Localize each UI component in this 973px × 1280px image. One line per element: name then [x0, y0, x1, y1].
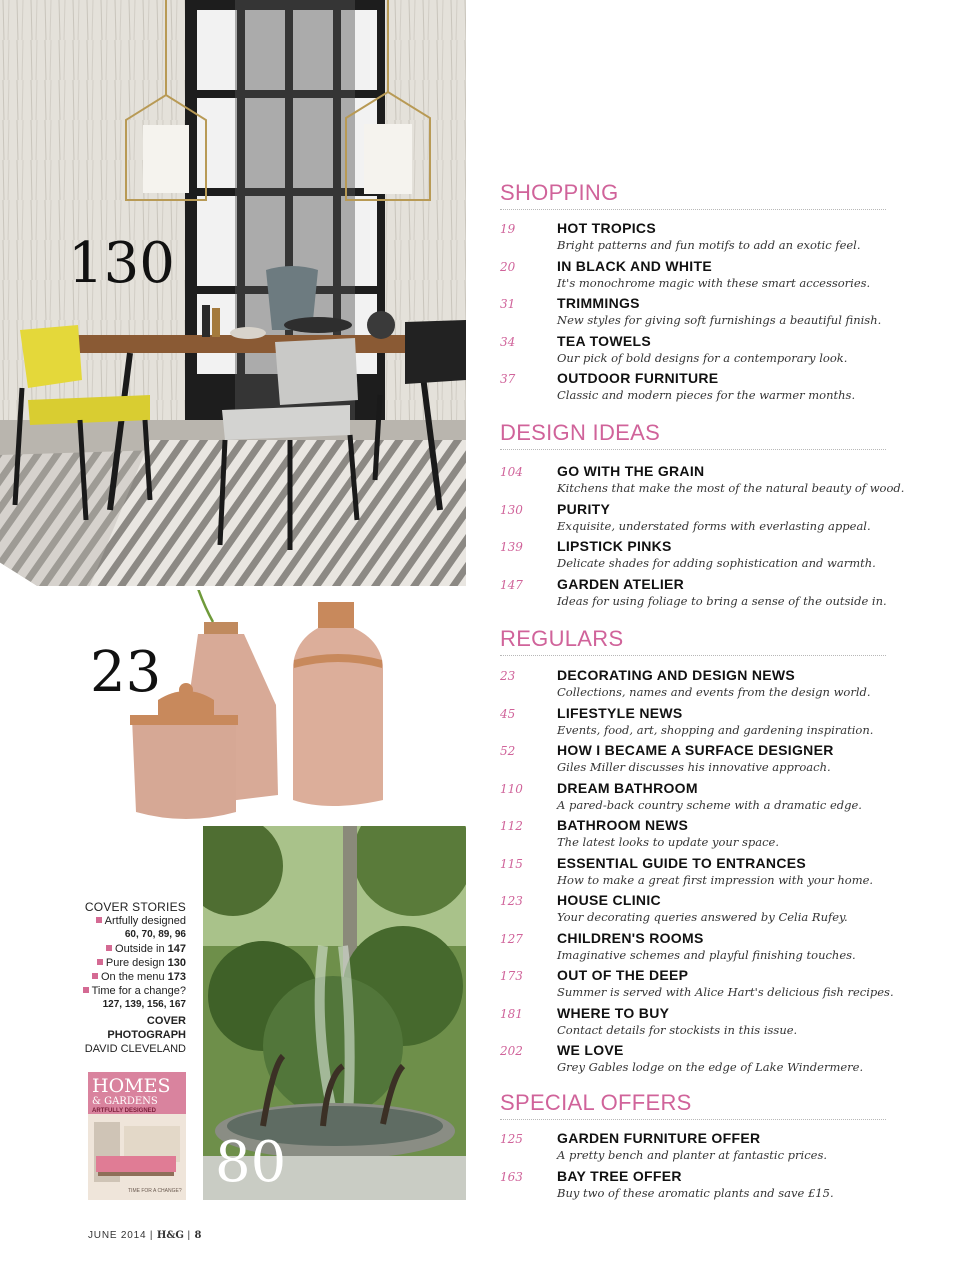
entry-page: 173 — [500, 969, 523, 983]
feature-page-number-130: 130 — [68, 231, 175, 296]
contents-entry[interactable] — [500, 576, 886, 614]
entry-title: TRIMMINGS — [557, 295, 640, 311]
feature-page-number-80: 80 — [215, 1130, 287, 1195]
section-heading: DESIGN IDEAS — [500, 420, 661, 445]
page-footer: JUNE 2014 | H&G | 8 — [88, 1230, 202, 1241]
cover-stories-title: COVER STORIES — [84, 900, 186, 914]
entry-page: 52 — [500, 744, 516, 758]
cover-story-label: Outside in — [115, 943, 165, 955]
entry-page: 139 — [500, 540, 523, 554]
bullet-square-icon — [97, 959, 103, 965]
entry-page: 147 — [500, 577, 523, 592]
entry-title: IN BLACK AND WHITE — [557, 257, 712, 274]
cover-story-pages: 130 — [167, 957, 186, 969]
section-special-offers — [500, 1089, 886, 1205]
entry-description: Exquisite, understated forms with everlasting appeal. — [557, 518, 871, 533]
cover-headline: ARTFULLY DESIGNED — [92, 1108, 157, 1114]
entry-description: Our pick of bold designs for a contemporary look. — [557, 350, 848, 365]
cover-story-pages: 127, 139, 156, 167 — [102, 999, 186, 1010]
entry-page: 127 — [500, 931, 523, 946]
contents-entry[interactable] — [500, 1168, 886, 1206]
section-heading: REGULARS — [500, 626, 624, 651]
cover-masthead: HOMES — [92, 1075, 171, 1097]
entry-title: ESSENTIAL GUIDE TO ENTRANCES — [557, 854, 807, 871]
vases-photo — [118, 590, 398, 830]
contents-entry[interactable] — [500, 1005, 886, 1043]
contents-entry[interactable] — [500, 463, 905, 501]
entry-page: 37 — [500, 372, 516, 386]
section-shopping — [500, 179, 886, 408]
contents-entry[interactable] — [500, 333, 886, 371]
bullet-square-icon — [92, 973, 98, 979]
entry-title: WHERE TO BUY — [557, 1004, 670, 1021]
cover-story-item — [60, 942, 186, 956]
cover-credit-line1: COVER — [146, 1015, 186, 1027]
contents-entry[interactable] — [500, 220, 886, 258]
contents-entry[interactable] — [500, 705, 886, 743]
cover-story-item — [60, 970, 186, 984]
contents-entry[interactable] — [500, 892, 886, 930]
issue-date: JUNE 2014 — [88, 1230, 147, 1241]
entry-title: GARDEN FURNITURE OFFER — [557, 1130, 761, 1146]
entry-page: 34 — [500, 334, 516, 349]
entry-page: 181 — [500, 1006, 523, 1021]
dotted-divider — [500, 449, 886, 450]
entry-description: Ideas for using foliage to bring a sense of the outside in. — [557, 593, 887, 608]
entry-title: OUT OF THE DEEP — [557, 967, 689, 983]
entry-title: BAY TREE OFFER — [557, 1167, 682, 1184]
entry-description: New styles for giving soft furnishings a beautiful finish. — [557, 313, 882, 327]
entry-title: TEA TOWELS — [557, 332, 651, 349]
cover-story-item — [60, 956, 186, 970]
cover-stories — [60, 900, 186, 1056]
cover-story-label: Time for a change? — [91, 985, 186, 997]
section-design-ideas — [500, 419, 905, 613]
entry-description: Bright patterns and fun motifs to add an exotic feel. — [557, 238, 861, 252]
entry-page: 31 — [500, 297, 516, 311]
feature-page-number-23: 23 — [90, 640, 162, 705]
section-regulars — [500, 625, 894, 1080]
cover-masthead-sub: & GARDENS — [92, 1096, 158, 1107]
entry-page: 112 — [500, 819, 523, 833]
cover-story-pages: 173 — [167, 971, 186, 983]
entry-page: 23 — [500, 669, 516, 683]
entry-description: Events, food, art, shopping and gardening inspiration. — [557, 722, 874, 737]
entry-description: How to make a great first impression with your home. — [557, 872, 874, 887]
entry-page: 19 — [500, 222, 516, 236]
contents-entry[interactable] — [500, 538, 886, 576]
entry-description: Contact details for stockists in this issue. — [557, 1022, 798, 1037]
bullet-square-icon — [96, 917, 102, 923]
entry-description: Grey Gables lodge on the edge of Lake Windermere. — [557, 1060, 864, 1074]
contents-entry[interactable] — [500, 817, 886, 855]
entry-description: Your decorating queries answered by Celia Rufey. — [557, 910, 848, 924]
cover-story-pages: 60, 70, 89, 96 — [124, 929, 186, 940]
entry-title: HOT TROPICS — [557, 220, 656, 236]
entry-description: Buy two of these aromatic plants and save £15. — [557, 1185, 834, 1200]
contents-entry[interactable] — [500, 855, 886, 893]
entry-description: A pared-back country scheme with a dramatic edge. — [557, 797, 862, 812]
entry-description: A pretty bench and planter at fantastic prices. — [557, 1148, 828, 1162]
entry-page: 45 — [500, 706, 516, 721]
entry-title: PURITY — [557, 500, 611, 517]
entry-description: It's monochrome magic with these smart accessories. — [557, 275, 871, 290]
cover-story-label: Artfully designed — [104, 915, 186, 927]
contents-entry[interactable] — [500, 1130, 886, 1168]
entry-title: WE LOVE — [557, 1042, 624, 1058]
photographer-name: DAVID CLEVELAND — [84, 1043, 186, 1055]
entry-page: 125 — [500, 1132, 523, 1146]
entry-page: 130 — [500, 502, 523, 517]
brand-mark: H&G — [156, 1230, 184, 1241]
entry-title: LIPSTICK PINKS — [557, 538, 672, 554]
entry-title: DECORATING AND DESIGN NEWS — [557, 667, 796, 683]
entry-page: 110 — [500, 781, 523, 796]
entry-title: GARDEN ATELIER — [557, 575, 685, 592]
contents-entry[interactable] — [500, 501, 886, 539]
entry-description: Classic and modern pieces for the warmer months. — [557, 388, 856, 402]
entry-title: DREAM BATHROOM — [557, 779, 698, 796]
entry-title: LIFESTYLE NEWS — [557, 704, 683, 721]
bullet-square-icon — [83, 987, 89, 993]
dotted-divider — [500, 209, 886, 210]
entry-title: GO WITH THE GRAIN — [557, 463, 705, 479]
cover-footer-text: TIME FOR A CHANGE? — [128, 1188, 182, 1194]
entry-page: 115 — [500, 856, 523, 871]
entry-title: BATHROOM NEWS — [557, 817, 689, 833]
entry-page: 123 — [500, 894, 523, 908]
entry-description: Kitchens that make the most of the natural beauty of wood. — [557, 481, 905, 495]
dotted-divider — [500, 1119, 886, 1120]
entry-description: The latest looks to update your space. — [557, 835, 779, 849]
contents-entry[interactable] — [500, 780, 886, 818]
entry-title: HOUSE CLINIC — [557, 892, 661, 908]
page-number: 8 — [194, 1230, 202, 1241]
entry-page: 202 — [500, 1044, 523, 1058]
entry-description: Delicate shades for adding sophistication and warmth. — [557, 556, 876, 570]
cover-story-label: Pure design — [105, 957, 165, 969]
entry-title: CHILDREN'S ROOMS — [557, 929, 704, 946]
contents-entry[interactable] — [500, 1042, 886, 1080]
cover-story-pages: 147 — [167, 943, 186, 955]
entry-description: Collections, names and events from the design world. — [557, 685, 871, 699]
entry-title: OUTDOOR FURNITURE — [557, 370, 719, 386]
dotted-divider — [500, 655, 886, 656]
cover-story-item — [60, 914, 186, 928]
cover-story-label: On the menu — [100, 971, 165, 983]
entry-page: 104 — [500, 465, 523, 479]
contents-entry[interactable] — [500, 258, 886, 296]
cover-credit-line2: PHOTOGRAPH — [107, 1029, 186, 1041]
entry-page: 20 — [500, 259, 516, 274]
contents-entry[interactable] — [500, 742, 886, 780]
section-heading: SPECIAL OFFERS — [500, 1090, 692, 1115]
section-heading: SHOPPING — [500, 180, 619, 205]
entry-description: Imaginative schemes and playful finishing touches. — [557, 947, 856, 962]
entry-description: Giles Miller discusses his innovative approach. — [557, 760, 831, 774]
contents-entry[interactable] — [500, 667, 886, 705]
magazine-cover-thumbnail — [88, 1072, 186, 1200]
contents-entry[interactable] — [500, 295, 886, 333]
cover-story-item — [60, 984, 186, 998]
contents-entry[interactable] — [500, 930, 886, 968]
contents-entry[interactable] — [500, 370, 886, 408]
entry-page: 163 — [500, 1169, 523, 1184]
entry-title: HOW I BECAME A SURFACE DESIGNER — [557, 742, 834, 758]
entry-description: Summer is served with Alice Hart's delicious fish recipes. — [557, 985, 894, 999]
bullet-square-icon — [106, 945, 112, 951]
contents-entry[interactable] — [500, 967, 894, 1005]
